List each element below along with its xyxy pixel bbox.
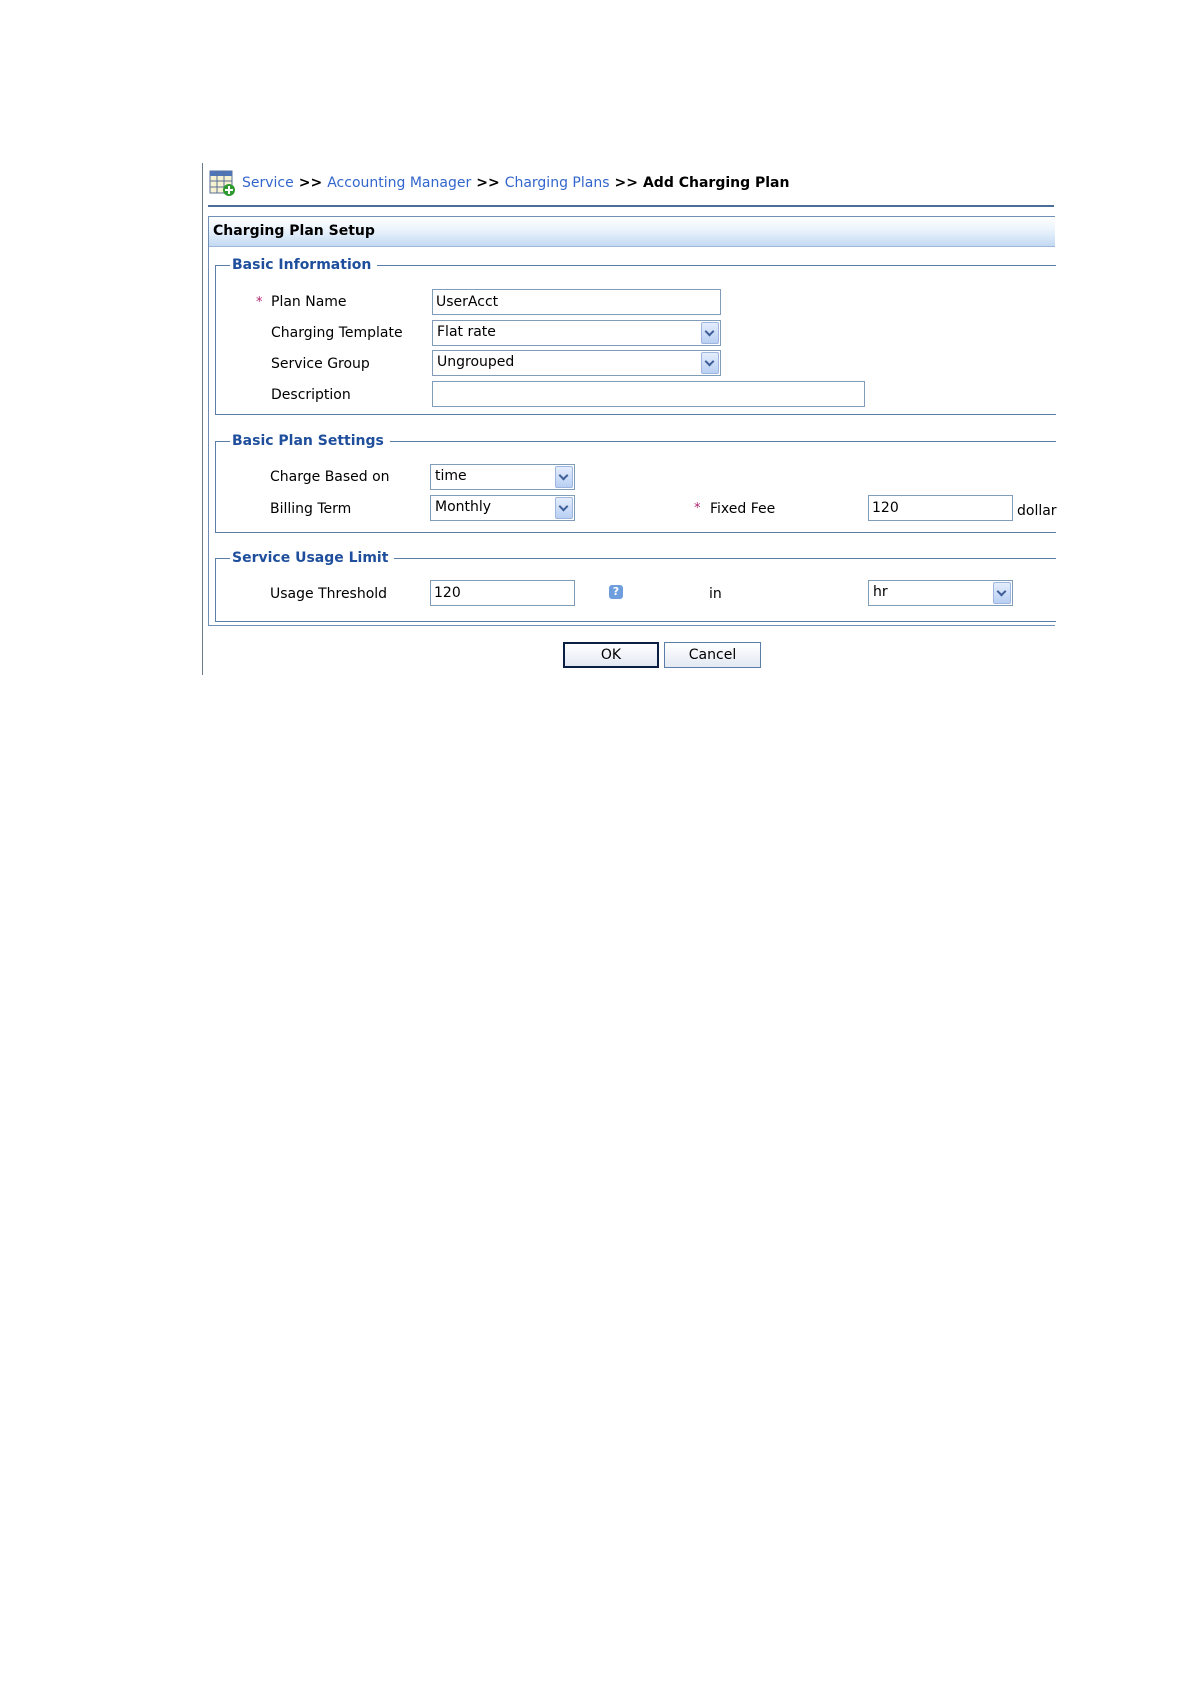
charging-template-value: Flat rate	[437, 324, 496, 340]
chevron-down-icon[interactable]	[993, 582, 1011, 604]
in-label: in	[709, 586, 722, 602]
description-label: Description	[271, 387, 351, 403]
charge-based-on-value: time	[435, 468, 467, 484]
basic-plan-settings-legend: Basic Plan Settings	[230, 432, 390, 450]
plan-name-input[interactable]	[432, 289, 721, 315]
breadcrumb-separator: >>	[476, 175, 500, 191]
required-marker: *	[694, 501, 701, 516]
breadcrumb-link-charging-plans[interactable]: Charging Plans	[504, 175, 610, 191]
chevron-down-icon[interactable]	[555, 466, 573, 488]
service-usage-limit-section	[215, 550, 1056, 622]
basic-plan-settings-section	[215, 433, 1057, 533]
billing-term-select[interactable]	[430, 495, 575, 521]
breadcrumb	[209, 169, 789, 197]
fixed-fee-label: Fixed Fee	[710, 501, 776, 517]
ok-button[interactable]: OK	[563, 642, 659, 668]
fixed-fee-input[interactable]	[868, 495, 1013, 521]
page-left-rule	[202, 163, 203, 675]
breadcrumb-link-service[interactable]: Service	[242, 175, 294, 191]
panel-title: Charging Plan Setup	[209, 217, 1055, 247]
basic-information-section	[215, 257, 1056, 415]
question-mark-icon[interactable]: ?	[609, 585, 623, 599]
required-marker: *	[256, 295, 263, 310]
basic-information-legend: Basic Information	[230, 256, 377, 274]
breadcrumb-separator: >>	[614, 175, 638, 191]
service-group-select[interactable]	[432, 350, 721, 376]
charging-plan-setup-panel	[208, 216, 1055, 626]
chevron-down-icon[interactable]	[701, 322, 719, 344]
service-group-value: Ungrouped	[437, 354, 515, 370]
service-usage-limit-legend: Service Usage Limit	[230, 549, 394, 567]
service-group-label: Service Group	[271, 356, 370, 372]
breadcrumb-link-accounting-manager[interactable]: Accounting Manager	[327, 175, 472, 191]
usage-unit-select[interactable]	[868, 580, 1013, 606]
breadcrumb-current: Add Charging Plan	[642, 175, 790, 191]
usage-unit-value: hr	[873, 584, 888, 600]
charge-based-on-label: Charge Based on	[270, 469, 390, 485]
header-divider	[208, 205, 1054, 207]
breadcrumb-separator: >>	[298, 175, 323, 191]
description-input[interactable]	[432, 381, 865, 407]
usage-threshold-label: Usage Threshold	[270, 586, 388, 602]
usage-threshold-input[interactable]	[430, 580, 575, 606]
plan-name-label: Plan Name	[271, 294, 347, 310]
table-add-icon	[209, 169, 237, 197]
fixed-fee-unit: dollar	[1017, 503, 1057, 519]
chevron-down-icon[interactable]	[555, 497, 573, 519]
charge-based-on-select[interactable]	[430, 464, 575, 490]
chevron-down-icon[interactable]	[701, 352, 719, 374]
charging-template-label: Charging Template	[271, 325, 403, 341]
charging-template-select[interactable]	[432, 320, 721, 346]
billing-term-label: Billing Term	[270, 501, 352, 517]
cancel-button[interactable]: Cancel	[664, 642, 761, 668]
billing-term-value: Monthly	[435, 499, 492, 515]
